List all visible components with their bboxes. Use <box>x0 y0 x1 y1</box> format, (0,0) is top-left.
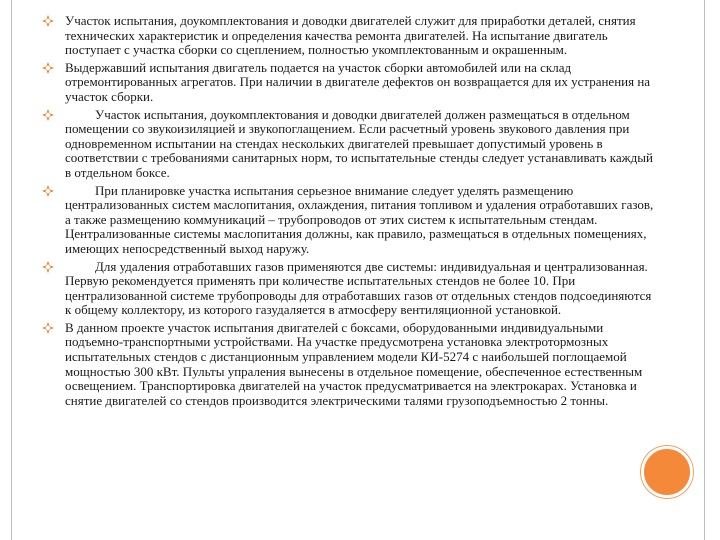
diamond-bullet-icon <box>42 109 54 121</box>
paragraph-text: Участок испытания, доукомплектования и доводки двигателей служит для приработки деталей, снятия технических характеристик и определения качества ремонта двигателей. На испытание двигатель поступает с участка сборки со сцеплением, полностью укомплектованным и окрашенным. <box>65 13 636 58</box>
paragraph-text: Участок испытания, доукомплектования и доводки двигателей должен размещаться в отдельном помещении со звукоизиляцией и звукопоглащением. Если расчетный уровень звукового давления при одновременном испытании на стендах нескольких двигателей превышает допустимый уровень в соответствии с требованиями санитарных норм, то испытательные стенды следует устанавливать каждый в отдельном боксе. <box>65 106 653 180</box>
orange-circle-decoration <box>641 446 693 498</box>
list-item <box>40 61 658 105</box>
diamond-bullet-icon <box>42 261 54 273</box>
list-item <box>40 260 658 318</box>
paragraph-text: В данном проекте участок испытания двигателей с боксами, оборудованными индивидуальными подъемно-транспортными устройствами. На участке предусмотрена установка электротормозных испытательных стендов с дистанционным управлением модели КИ-5274 с наибольшей поглощаемой мощностью 300 кВт. Пульты упраления вынесены в отдельное помещение, обеспеченное естественным освещением. Транспортировка двигателей на участок предусматривается на электрокарах. Установка и снятие двигателей со стендов производится электрическими талями грузоподъемностью 2 тонны. <box>65 319 643 408</box>
list-item <box>40 321 658 409</box>
diamond-bullet-icon <box>42 322 54 334</box>
diamond-bullet-icon <box>42 62 54 74</box>
diamond-bullet-icon <box>42 185 54 197</box>
paragraph-text: При планировке участка испытания серьезное внимание следует уделять размещению централизованных систем маслопитания, охлаждения, питания топливом и удаления отработавших газов, а также размещению коммуникаций – трубопроводов от этих систем к испытательным стендам. Централизованные системы маслопитания должны, как правило, размещаться в отдельных помещениях, имеющих непосредственный выход наружу. <box>65 182 654 256</box>
paragraph-text: Для удаления отработавших газов применяются две системы: индивидуальная и централизованная. Первую рекомендуется применять при количестве испытательных стендов не более 10. При централизованной системе трубопроводы для отработавших газов от отдельных стендов подсоединяются к общему коллектору, из которого газудаляется в атмосферу вентиляционной установкой. <box>65 258 652 318</box>
list-item <box>40 108 658 181</box>
list-item <box>40 184 658 257</box>
diamond-bullet-icon <box>42 15 54 27</box>
list-item <box>40 14 658 58</box>
paragraph-text: Выдержавший испытания двигатель подается на участок сборки автомобилей или на склад отремонтированных агрегатов. При наличии в двигателе дефектов он возвращается для их устранения на участок сборки. <box>65 59 651 104</box>
bullet-list <box>40 14 658 411</box>
